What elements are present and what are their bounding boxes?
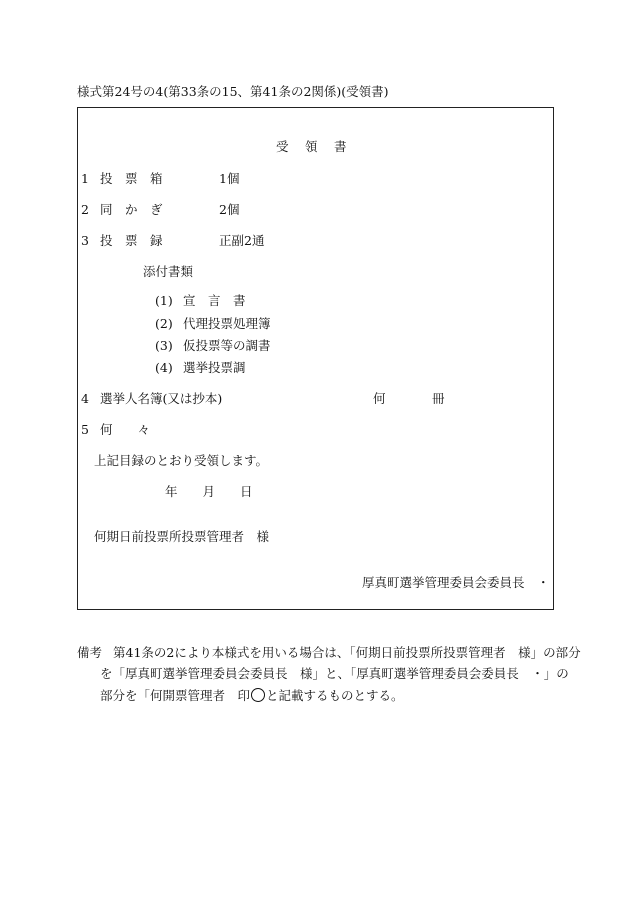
item-3-label: 投 票 録 [100, 233, 163, 248]
remarks-line-1: 第41条の2により本様式を用いる場合は、「何期日前投票所投票管理者 様」の部分 [113, 645, 581, 660]
attachment-3-label: 仮投票等の調書 [183, 338, 271, 353]
item-1-label: 投 票 箱 [100, 171, 163, 186]
item-4-label: 選挙人名簿(又は抄本) [100, 391, 223, 406]
item-1-number: 1 [81, 171, 89, 186]
attachment-3-number: (3) [155, 338, 173, 353]
remarks-line-2: を「厚真町選挙管理委員会委員長 様」と、「厚真町選挙管理委員会委員長 ・」の [100, 666, 569, 681]
attachment-2-label: 代理投票処理簿 [183, 316, 271, 331]
addressee: 何期日前投票所投票管理者 様 [94, 529, 270, 544]
receipt-title: 受 領 書 [276, 139, 349, 154]
remarks-line-3-end: と記載するものとする。 [266, 688, 404, 703]
item-1-quantity: 1個 [219, 171, 240, 186]
attachment-4-label: 選挙投票調 [183, 360, 246, 375]
issuer: 厚真町選挙管理委員会委員長 ・ [362, 575, 550, 590]
item-2-label: 同 か ぎ [100, 202, 163, 217]
attachment-1-number: (1) [155, 293, 173, 308]
remarks-line-3-start: 部分を「何開票管理者 印 [100, 688, 251, 703]
item-3-number: 3 [81, 233, 89, 248]
attachment-1-label: 宣 言 書 [183, 293, 246, 308]
item-3-quantity: 正副2通 [219, 233, 265, 248]
remarks-line-3 [100, 688, 404, 703]
seal-circle-icon [251, 688, 265, 702]
attachment-2-number: (2) [155, 316, 173, 331]
item-4-quantity-label: 何 [373, 391, 386, 406]
attachments-heading: 添付書類 [143, 264, 194, 279]
form-number: 様式第24号の4(第33条の15、第41条の2関係)(受領書) [77, 84, 389, 99]
date-line: 年 月 日 [165, 484, 253, 499]
item-4-number: 4 [81, 391, 89, 406]
item-5-number: 5 [81, 422, 89, 437]
remarks-label: 備考 [77, 645, 103, 660]
receipt-statement: 上記目録のとおり受領します。 [94, 453, 269, 468]
item-5-label: 何 々 [100, 422, 151, 437]
item-2-number: 2 [81, 202, 89, 217]
attachment-4-number: (4) [155, 360, 173, 375]
item-4-unit: 冊 [432, 391, 445, 406]
item-2-quantity: 2個 [219, 202, 240, 217]
